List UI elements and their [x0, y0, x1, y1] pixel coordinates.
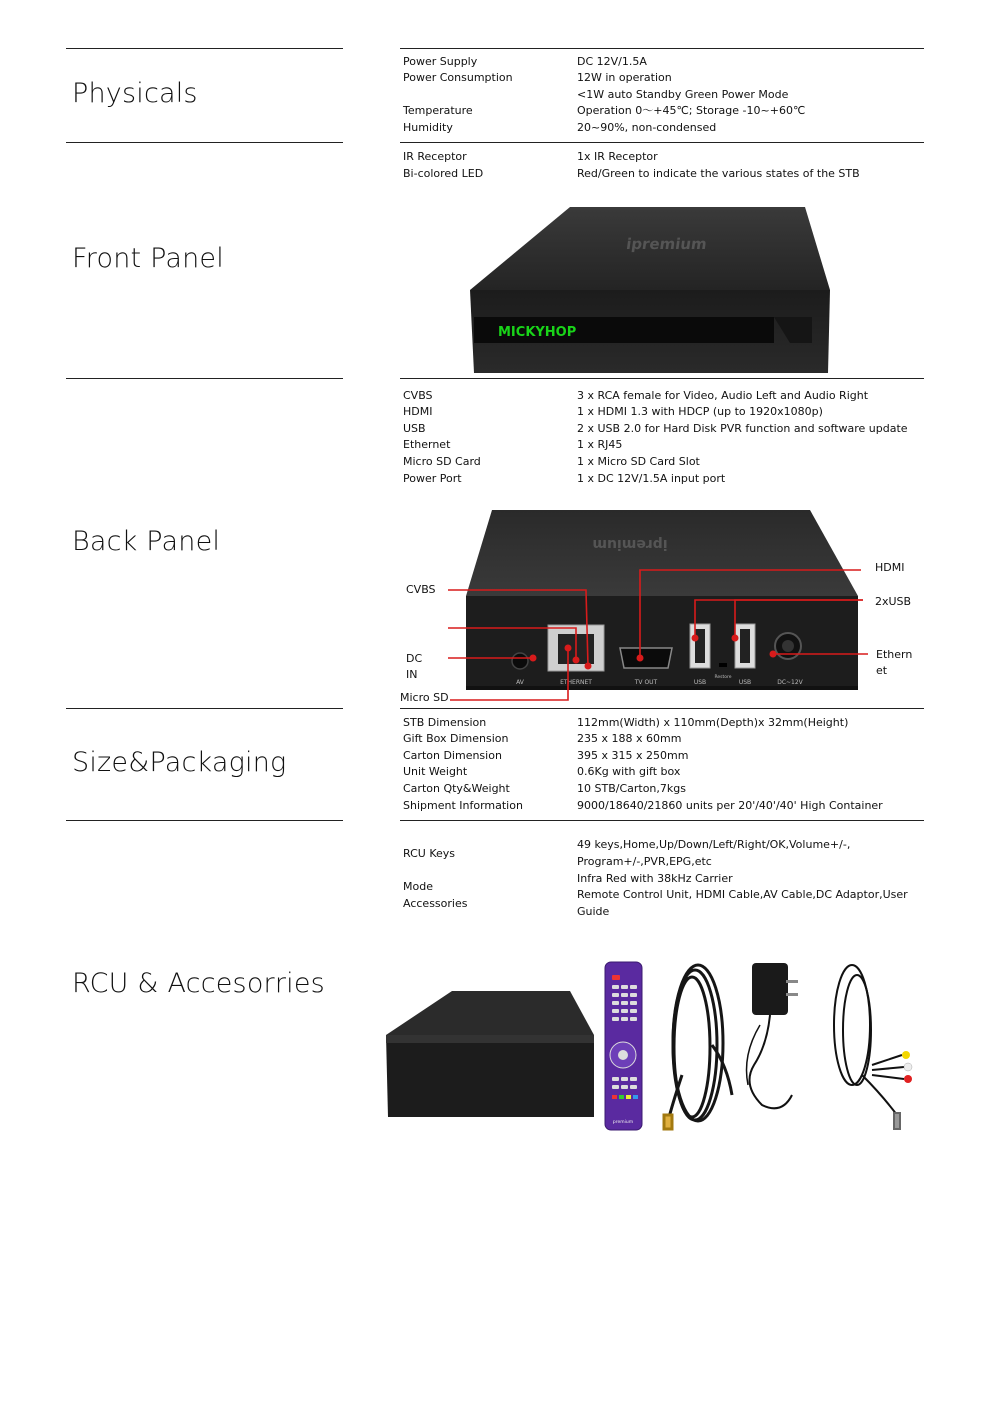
spec-value: 1 x HDMI 1.3 with HDCP (up to 1920x1080p)	[577, 405, 823, 418]
spec-value: Infra Red with 38kHz Carrier	[577, 872, 733, 885]
spec-label: USB	[403, 422, 426, 435]
callout-hdmi: HDMI	[875, 561, 905, 574]
spec-value: 20~90%, non-condensed	[577, 121, 717, 134]
spec-label: Temperature	[403, 104, 473, 117]
spec-label: Unit Weight	[403, 765, 468, 778]
spec-label: Power Consumption	[403, 71, 513, 84]
section-title-size-packaging: Size&Packaging	[72, 747, 287, 778]
port-label-dc: DC~12V	[777, 679, 803, 686]
section-title-back-panel: Back Panel	[72, 526, 221, 557]
divider	[66, 708, 343, 709]
spec-label: Mode	[403, 880, 433, 893]
front-panel-device-image	[460, 205, 840, 375]
spec-value: 235 x 188 x 60mm	[577, 732, 682, 745]
remote-control-image	[605, 962, 642, 1130]
spec-label: Carton Qty&Weight	[403, 782, 510, 795]
divider	[400, 142, 924, 143]
divider	[66, 142, 343, 143]
spec-label: CVBS	[403, 389, 433, 402]
spec-label: IR Receptor	[403, 150, 467, 163]
device-brand-logo: ipremium	[625, 235, 709, 253]
spec-label: RCU Keys	[403, 847, 455, 860]
callout-usb: 2xUSB	[875, 595, 912, 608]
back-panel-device-image	[390, 508, 930, 708]
spec-value: 1 x RJ45	[577, 438, 623, 451]
divider	[400, 708, 924, 709]
spec-value: Guide	[577, 905, 610, 918]
spec-value: 49 keys,Home,Up/Down/Left/Right/OK,Volume+/-,	[577, 838, 851, 851]
led-display-text: MICKYHOP	[498, 325, 577, 340]
port-label-ethernet: ETHERNET	[560, 679, 592, 686]
section-title-rcu-accessories: RCU & Accesorries	[72, 968, 325, 999]
spec-value: 1x IR Receptor	[577, 150, 658, 163]
divider	[400, 48, 924, 49]
av-cable-image	[834, 965, 912, 1129]
spec-value: Program+/-,PVR,EPG,etc	[577, 855, 712, 868]
spec-value: 9000/18640/21860 units per 20'/40'/40' High Container	[577, 799, 883, 812]
section-title-front-panel: Front Panel	[72, 243, 224, 274]
spec-label: Gift Box Dimension	[403, 732, 509, 745]
spec-label: Power Port	[403, 472, 462, 485]
port-label-tv-out: TV OUT	[634, 679, 658, 686]
divider	[400, 820, 924, 821]
spec-label: Carton Dimension	[403, 749, 502, 762]
callout-dc-in: DC	[406, 652, 423, 665]
port-label-restore: Restore	[714, 675, 732, 680]
spec-label: STB Dimension	[403, 716, 487, 729]
port-label-av: AV	[516, 679, 524, 686]
spec-value: 10 STB/Carton,7kgs	[577, 782, 686, 795]
divider	[66, 820, 343, 821]
spec-value: 1 x DC 12V/1.5A input port	[577, 472, 726, 485]
spec-value: 112mm(Width) x 110mm(Depth)x 32mm(Height)	[577, 716, 849, 729]
divider	[66, 48, 343, 49]
spec-value: 2 x USB 2.0 for Hard Disk PVR function and software update	[577, 422, 908, 435]
callout-ethernet-line2: et	[876, 664, 888, 677]
callout-ethernet: Ethern	[876, 648, 913, 661]
spec-label: Bi-colored LED	[403, 167, 484, 180]
device-brand-logo: ipremium	[592, 536, 668, 552]
spec-value: 1 x Micro SD Card Slot	[577, 455, 700, 468]
remote-brand-logo: premium	[612, 1120, 634, 1125]
port-label-usb-1: USB	[693, 679, 707, 686]
port-label-usb-2: USB	[738, 679, 752, 686]
stb-box-image	[386, 991, 594, 1117]
spec-label: Humidity	[403, 121, 453, 134]
spec-label: Accessories	[403, 897, 468, 910]
spec-value: 395 x 315 x 250mm	[577, 749, 689, 762]
spec-value: <1W auto Standby Green Power Mode	[577, 88, 789, 101]
hdmi-cable-image	[664, 965, 732, 1129]
spec-value: Remote Control Unit, HDMI Cable,AV Cable,DC Adaptor,User	[577, 888, 908, 901]
spec-value: DC 12V/1.5A	[577, 55, 647, 68]
spec-label: Ethernet	[403, 438, 451, 451]
spec-label: Micro SD Card	[403, 455, 481, 468]
spec-value: Red/Green to indicate the various states of the STB	[577, 167, 860, 180]
spec-value: 0.6Kg with gift box	[577, 765, 681, 778]
spec-label: Shipment Information	[403, 799, 523, 812]
spec-label: Power Supply	[403, 55, 478, 68]
dc-adaptor-image	[747, 963, 799, 1108]
callout-cvbs: CVBS	[406, 583, 436, 596]
spec-value: 12W in operation	[577, 71, 672, 84]
divider	[400, 378, 924, 379]
callout-micro-sd: Micro SD	[400, 691, 449, 704]
divider	[66, 378, 343, 379]
spec-label: HDMI	[403, 405, 433, 418]
spec-value: 3 x RCA female for Video, Audio Left and Audio Right	[577, 389, 869, 402]
accessories-image	[382, 955, 927, 1140]
spec-value: Operation 0～+45℃; Storage -10~+60℃	[577, 104, 806, 117]
section-title-physicals: Physicals	[72, 78, 198, 109]
callout-dc-in-line2: IN	[406, 668, 418, 681]
